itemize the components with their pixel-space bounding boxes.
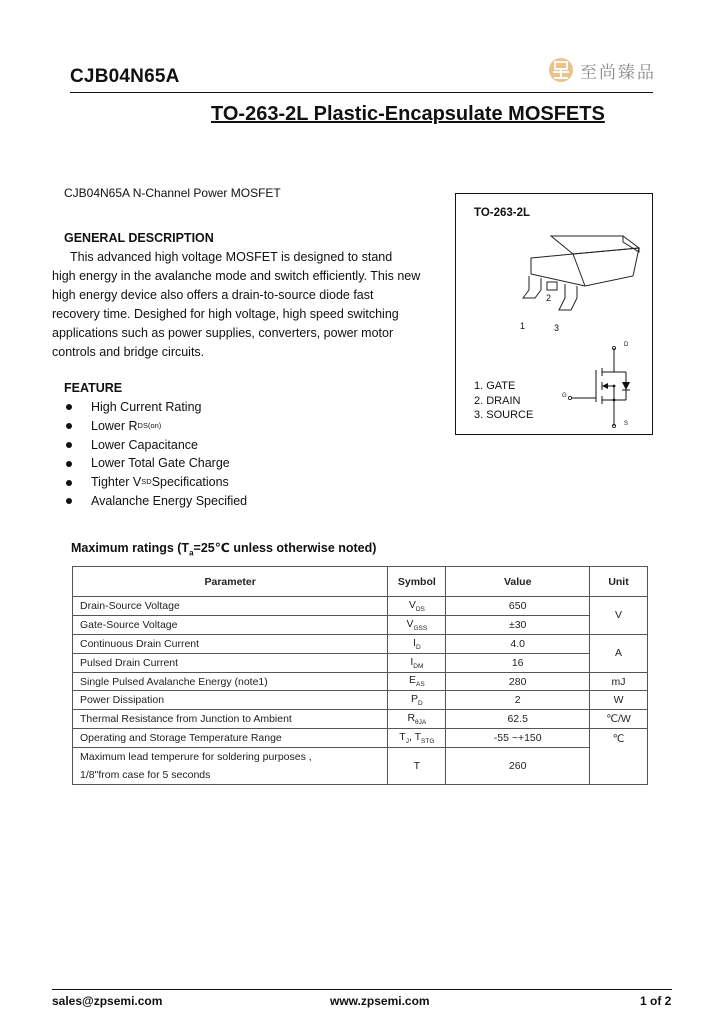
table-row: Thermal Resistance from Junction to Ambient $R_{\theta JA}$ 62.5 ℃/W <box>73 710 648 729</box>
gate-label: G <box>562 393 567 399</box>
feature-item: Avalanche Energy Specified <box>64 492 247 511</box>
unit-cell: ℃ <box>590 729 648 785</box>
drain-label: D <box>624 342 629 348</box>
source-label: S <box>624 421 629 427</box>
pin-item: 2. DRAIN <box>474 394 521 407</box>
footer-website[interactable]: www.zpsemi.com <box>330 994 430 1008</box>
pin-label-3: 3 <box>554 323 560 333</box>
pin-label-2: 2 <box>546 293 552 303</box>
feature-item: Lower Total Gate Charge <box>64 454 247 473</box>
pin-list <box>474 379 533 423</box>
logo-text: 至尚臻品 <box>580 62 656 83</box>
part-number: CJB04N65A <box>70 66 180 87</box>
description-line: high energy device also offers a drain-to-source diode fast <box>52 288 374 302</box>
company-logo <box>548 55 658 85</box>
feature-item: Lower Capacitance <box>64 436 247 455</box>
bullet-icon <box>66 480 72 486</box>
max-ratings-title: Maximum ratings ($T_a=25℃$ unless otherwise noted) <box>71 541 377 558</box>
bullet-icon <box>66 498 72 504</box>
table-row: Power Dissipation $P_D$ 2 W <box>73 691 648 710</box>
table-row: Continuous Drain Current $I_D$ 4.0 A <box>73 634 648 653</box>
document-title: TO-263-2L Plastic-Encapsulate MOSFETS <box>211 103 605 125</box>
general-description-heading: GENERAL DESCRIPTION <box>64 231 214 245</box>
unit-cell: mJ <box>590 672 648 691</box>
header-parameter: Parameter <box>73 567 388 597</box>
table-row: Single Pulsed Avalanche Energy (note1) $E_{AS}$ 280 mJ <box>73 672 648 691</box>
bullet-icon <box>66 404 72 410</box>
logo-mark-icon <box>548 57 574 83</box>
table-row: Pulsed Drain Current $I_{DM}$ 16 <box>73 653 648 672</box>
footer-divider <box>52 989 672 990</box>
general-description-body <box>52 248 447 362</box>
mosfet-symbol-icon <box>560 342 640 432</box>
feature-item: Tighter V SD Specifications <box>64 473 247 492</box>
description-line: controls and bridge circuits. <box>52 345 205 359</box>
header-divider <box>70 92 653 93</box>
description-line: recovery time. Desighed for high voltage, high speed switching <box>52 307 399 321</box>
package-title: TO-263-2L <box>474 207 531 219</box>
pin-item: 1. GATE <box>474 380 516 392</box>
feature-list <box>64 398 247 511</box>
description-line: high energy in the avalanche mode and switch efficiently. This new <box>52 269 421 283</box>
table-row: Maximum lead temperure for soldering purposes , 1/8"from case for 5 seconds T 260 <box>73 748 648 785</box>
bullet-icon <box>66 442 72 448</box>
pin-item: 3. SOURCE <box>474 409 534 421</box>
description-line: applications such as power supplies, converters, power motor <box>52 326 394 340</box>
unit-cell: V <box>590 597 648 635</box>
pin-label-1: 1 <box>520 321 526 331</box>
bullet-icon <box>66 461 72 467</box>
table-row: Operating and Storage Temperature Range $T_J$, $T_{STG}$ -55 ~+150 ℃ <box>73 729 648 748</box>
feature-item: High Current Rating <box>64 398 247 417</box>
header-symbol: Symbol <box>388 567 446 597</box>
footer-email[interactable]: sales@zpsemi.com <box>52 994 163 1008</box>
table-header-row <box>73 567 648 597</box>
table-row: Gate-Source Voltage $V_{GSS}$ ±30 <box>73 615 648 634</box>
unit-cell: W <box>590 691 648 710</box>
max-ratings-table <box>72 566 648 785</box>
table-row: Drain-Source Voltage $V_{DS}$ 650 V <box>73 597 648 616</box>
feature-item: Lower R DS(on) <box>64 417 247 436</box>
package-outline-icon <box>515 228 647 336</box>
header-value: Value <box>446 567 590 597</box>
header-unit: Unit <box>590 567 648 597</box>
description-line: This advanced high voltage MOSFET is designed to stand <box>70 250 393 264</box>
unit-cell: A <box>590 634 648 672</box>
unit-cell: ℃/W <box>590 710 648 729</box>
device-subtitle: CJB04N65A N-Channel Power MOSFET <box>64 186 281 200</box>
bullet-icon <box>66 423 72 429</box>
feature-heading: FEATURE <box>64 381 123 395</box>
page-number: 1 of 2 <box>640 994 672 1008</box>
